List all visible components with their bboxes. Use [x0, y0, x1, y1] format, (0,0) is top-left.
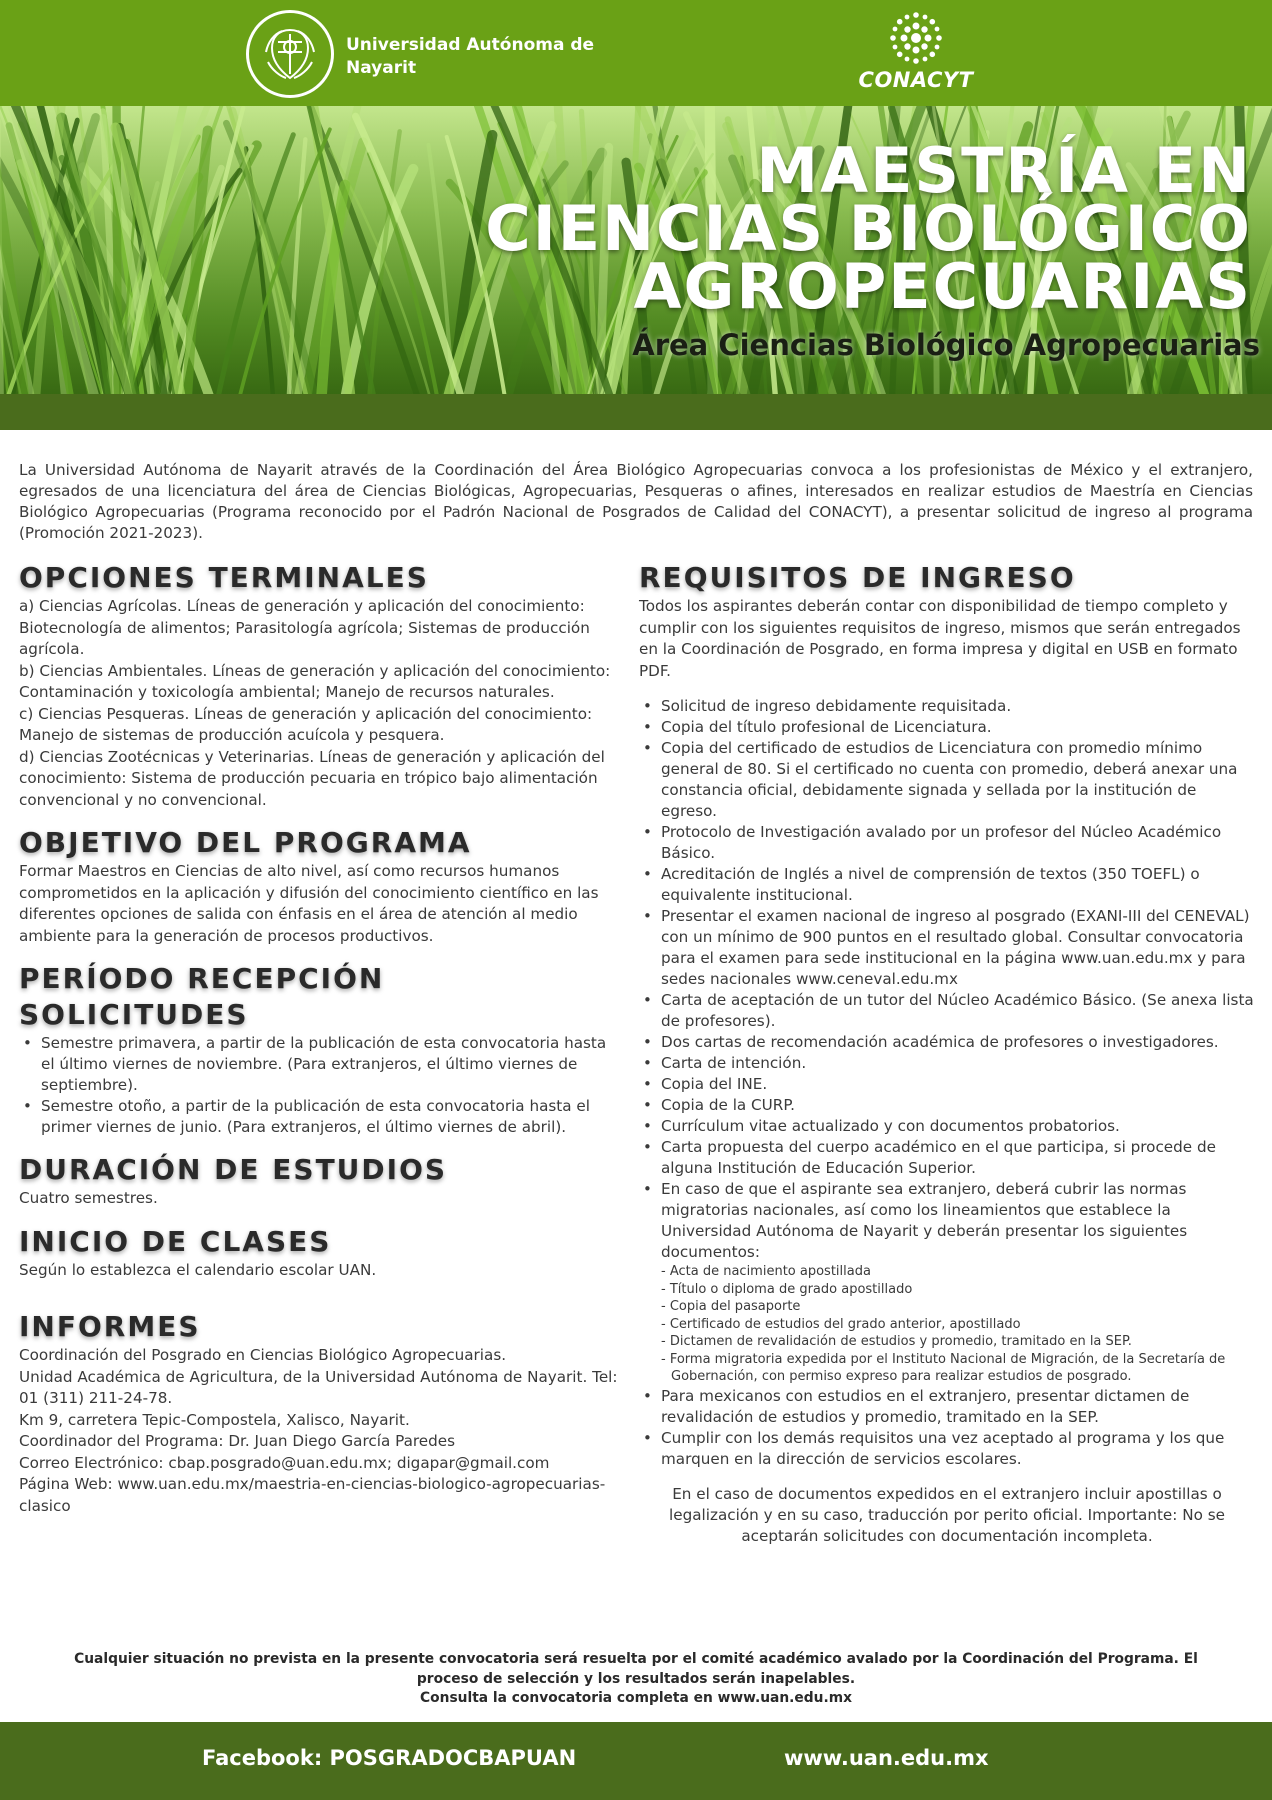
bottom-bar — [0, 1722, 1272, 1800]
facebook-link[interactable]: Facebook: POSGRADOCBAPUAN — [202, 1746, 577, 1770]
list-item: • Solicitud de ingreso debidamente requisitada. — [639, 696, 1255, 717]
informes-line: Coordinador del Programa: Dr. Juan Diego García Paredes — [19, 1432, 456, 1450]
inicio-text: Según lo establezca el calendario escolar UAN. — [19, 1260, 377, 1279]
requisitos-list — [639, 696, 1255, 1263]
list-item: • Copia del INE. — [639, 1074, 1255, 1095]
list-item: • Dos cartas de recomendación académica de profesores o investigadores. — [639, 1032, 1255, 1053]
heading-periodo: PERÍODO RECEPCIÓN SOLICITUDES — [19, 962, 385, 1031]
opcion-item: c) Ciencias Pesqueras. Líneas de generación y aplicación del conocimiento: Manejo de sistemas de producción acuícola y pesquera. — [19, 704, 593, 744]
footer-note-line: Cualquier situación no prevista en la presente convocatoria será resuelta por el comité académico avalado por la Coordinación del Programa. El proceso de selección y los resultados serán inapelables. — [74, 1651, 1198, 1687]
duracion-text: Cuatro semestres. — [19, 1189, 158, 1207]
list-item: • Carta propuesta del cuerpo académico en el que participa, si procede de alguna Institución de Educación Superior. — [639, 1137, 1255, 1179]
requisitos-intro: Todos los aspirantes deberán contar con disponibilidad de tiempo completo y cumplir con los siguientes requisitos de ingreso, mismos que serán entregados en la Coordinación de Posgrado, en forma impresa y digital en USB en formato PDF. — [639, 597, 1241, 680]
informes-block — [19, 1345, 619, 1517]
opcion-item: d) Ciencias Zootécnicas y Veterinarias. Líneas de generación y aplicación del conocimiento: Sistema de producción pecuaria en trópico bajo alimentación convencional y no convencional. — [19, 747, 605, 809]
opcion-item: a) Ciencias Agrícolas. Líneas de generación y aplicación del conocimiento: Biotecnología de alimentos; Parasitología agrícola; Sistemas de producción agrícola. — [19, 597, 590, 658]
list-item: • Cumplir con los demás requisitos una vez aceptado al programa y los que marquen en la dirección de servicios escolares. — [639, 1428, 1255, 1470]
footer-note-link[interactable]: Consulta la convocatoria completa en www.uan.edu.mx — [420, 1690, 852, 1706]
list-item: • Protocolo de Investigación avalado por un profesor del Núcleo Académico Básico. — [639, 822, 1255, 864]
conacyt-logo-text: CONACYT — [858, 68, 974, 92]
left-column — [19, 560, 619, 1517]
top-header-bar — [0, 0, 1272, 106]
footer-note — [60, 1650, 1212, 1709]
program-subtitle: Área Ciencias Biológico Agropecuarias — [632, 328, 1260, 362]
heading-objetivo: OBJETIVO DEL PROGRAMA — [19, 826, 472, 859]
contact-email[interactable]: Correo Electrónico: cbap.posgrado@uan.edu.mx; digapar@gmail.com — [19, 1453, 550, 1472]
periodo-list — [19, 1033, 619, 1138]
list-item: • Copia de la CURP. — [639, 1095, 1255, 1116]
heading-inicio: INICIO DE CLASES — [19, 1224, 332, 1258]
heading-duracion: DURACIÓN DE ESTUDIOS — [19, 1153, 448, 1186]
list-item: • Presentar el examen nacional de ingreso al posgrado (EXANI-III del CENEVAL) con un mínimo de 900 puntos en el resultado global. Consultar convocatoria para el examen para sede institucional en la página www.uan.edu.mx y para sedes nacionales www.ceneval.edu.mx — [639, 906, 1255, 990]
hero-banner — [0, 106, 1272, 394]
list-item: • Semestre primavera, a partir de la publicación de esta convocatoria hasta el último viernes de noviembre. (Para extranjeros, el último viernes de septiembre). — [19, 1033, 619, 1096]
informes-line: Km 9, carretera Tepic-Compostela, Xalisco, Nayarit. — [19, 1410, 410, 1429]
sub-list-item: - Título o diploma de grado apostillado — [661, 1281, 913, 1297]
informes-line: Coordinación del Posgrado en Ciencias Biológico Agropecuarias. — [19, 1346, 507, 1364]
list-item: • Semestre otoño, a partir de la publicación de esta convocatoria hasta el primer viernes de junio. (Para extranjeros, el último viernes de abril). — [19, 1096, 619, 1138]
list-item: • Copia del certificado de estudios de Licenciatura con promedio mínimo general de 80. Si el certificado no cuenta con promedio, deberá anexar una constancia oficial, debidamente signada y sellada por la institución de egreso. — [639, 738, 1255, 822]
title-line-3: AGROPECUARIAS — [633, 250, 1252, 323]
sub-list-item: - Forma migratoria expedida por el Instituto Nacional de Migración, de la Secretaría de Gobernación, con permiso expreso para realizar estudios de posgrado. — [661, 1351, 1226, 1384]
informes-line: Unidad Académica de Agricultura, de la Universidad Autónoma de Nayarit. Tel: 01 (311) 211-24-78. — [19, 1367, 618, 1407]
title-line-1: MAESTRÍA EN — [756, 134, 1252, 207]
program-webpage-link[interactable]: Página Web: www.uan.edu.mx/maestria-en-ciencias-biologico-agropecuarias-clasico — [19, 1475, 606, 1515]
list-item: • En caso de que el aspirante sea extranjero, deberá cubrir las normas migratorias nacionales, así como los lineamientos que establece la Universidad Autónoma de Nayarit y deberán presentar los siguientes documentos: — [639, 1179, 1255, 1263]
list-item: • Acreditación de Inglés a nivel de comprensión de textos (350 TOEFL) o equivalente institucional. — [639, 864, 1255, 906]
objetivo-text: Formar Maestros en Ciencias de alto nivel, así como recursos humanos comprometidos en la aplicación y difusión del conocimiento científico en las diferentes opciones de salida con énfasis en el área de atención al medio ambiente para la generación de procesos productivos. — [19, 862, 599, 945]
sub-list-item: - Acta de nacimiento apostillada — [661, 1264, 871, 1279]
intro-paragraph: La Universidad Autónoma de Nayarit através de la Coordinación del Área Biológico Agropecuarias convoca a los profesionistas de México y el extranjero, egresados de una licenciatura del área de Ciencias Biológicas, Agropecuarias, Pesqueras o afines, interesados en realizar estudios de Maestría en Ciencias Biológico Agropecuarias (Programa reconocido por el Padrón Nacional de Posgrados de Calidad del CONACYT), a presentar solicitud de ingreso al programa (Promoción 2021-2023). — [19, 461, 1253, 542]
heading-opciones: OPCIONES TERMINALES — [19, 561, 429, 594]
list-item: • Carta de aceptación de un tutor del Núcleo Académico Básico. (Se anexa lista de profesores). — [639, 990, 1255, 1032]
title-line-2: CIENCIAS BIOLÓGICO — [485, 192, 1252, 265]
list-item: • Currículum vitae actualizado y con documentos probatorios. — [639, 1116, 1255, 1137]
sub-list-item: - Dictamen de revalidación de estudios y promedio, tramitado en la SEP. — [661, 1334, 1132, 1349]
requisitos-list-after — [639, 1386, 1255, 1470]
heading-requisitos: REQUISITOS DE INGRESO — [639, 561, 1076, 594]
university-seal-icon — [246, 10, 334, 98]
heading-informes: INFORMES — [19, 1310, 201, 1343]
right-column — [639, 560, 1255, 1547]
opcion-item: b) Ciencias Ambientales. Líneas de generación y aplicación del conocimiento: Contaminación y toxicología ambiental; Manejo de recursos naturales. — [19, 661, 611, 701]
website-link[interactable]: www.uan.edu.mx — [784, 1746, 989, 1770]
list-item: • Copia del título profesional de Licenciatura. — [639, 717, 1255, 738]
foreign-docs-list — [659, 1263, 1255, 1386]
sub-list-item: - Certificado de estudios del grado anterior, apostillado — [661, 1316, 1021, 1332]
conacyt-dots-icon — [856, 10, 976, 70]
program-title — [485, 134, 1252, 323]
conacyt-logo — [856, 10, 976, 94]
university-name: Universidad Autónoma de Nayarit — [346, 35, 595, 78]
sub-list-item: - Copia del pasaporte — [661, 1299, 801, 1314]
list-item: • Carta de intención. — [639, 1053, 1255, 1074]
opciones-list — [19, 596, 619, 811]
hero-bottom-strip — [0, 394, 1272, 430]
requisitos-closing-note: En el caso de documentos expedidos en el extranjero incluir apostillas o legalización y en su caso, traducción por perito oficial. Importante: No se aceptarán solicitudes con documentación incompleta. — [669, 1484, 1225, 1545]
list-item: • Para mexicanos con estudios en el extranjero, presentar dictamen de revalidación de estudios y promedio, tramitado en la SEP. — [639, 1386, 1255, 1428]
